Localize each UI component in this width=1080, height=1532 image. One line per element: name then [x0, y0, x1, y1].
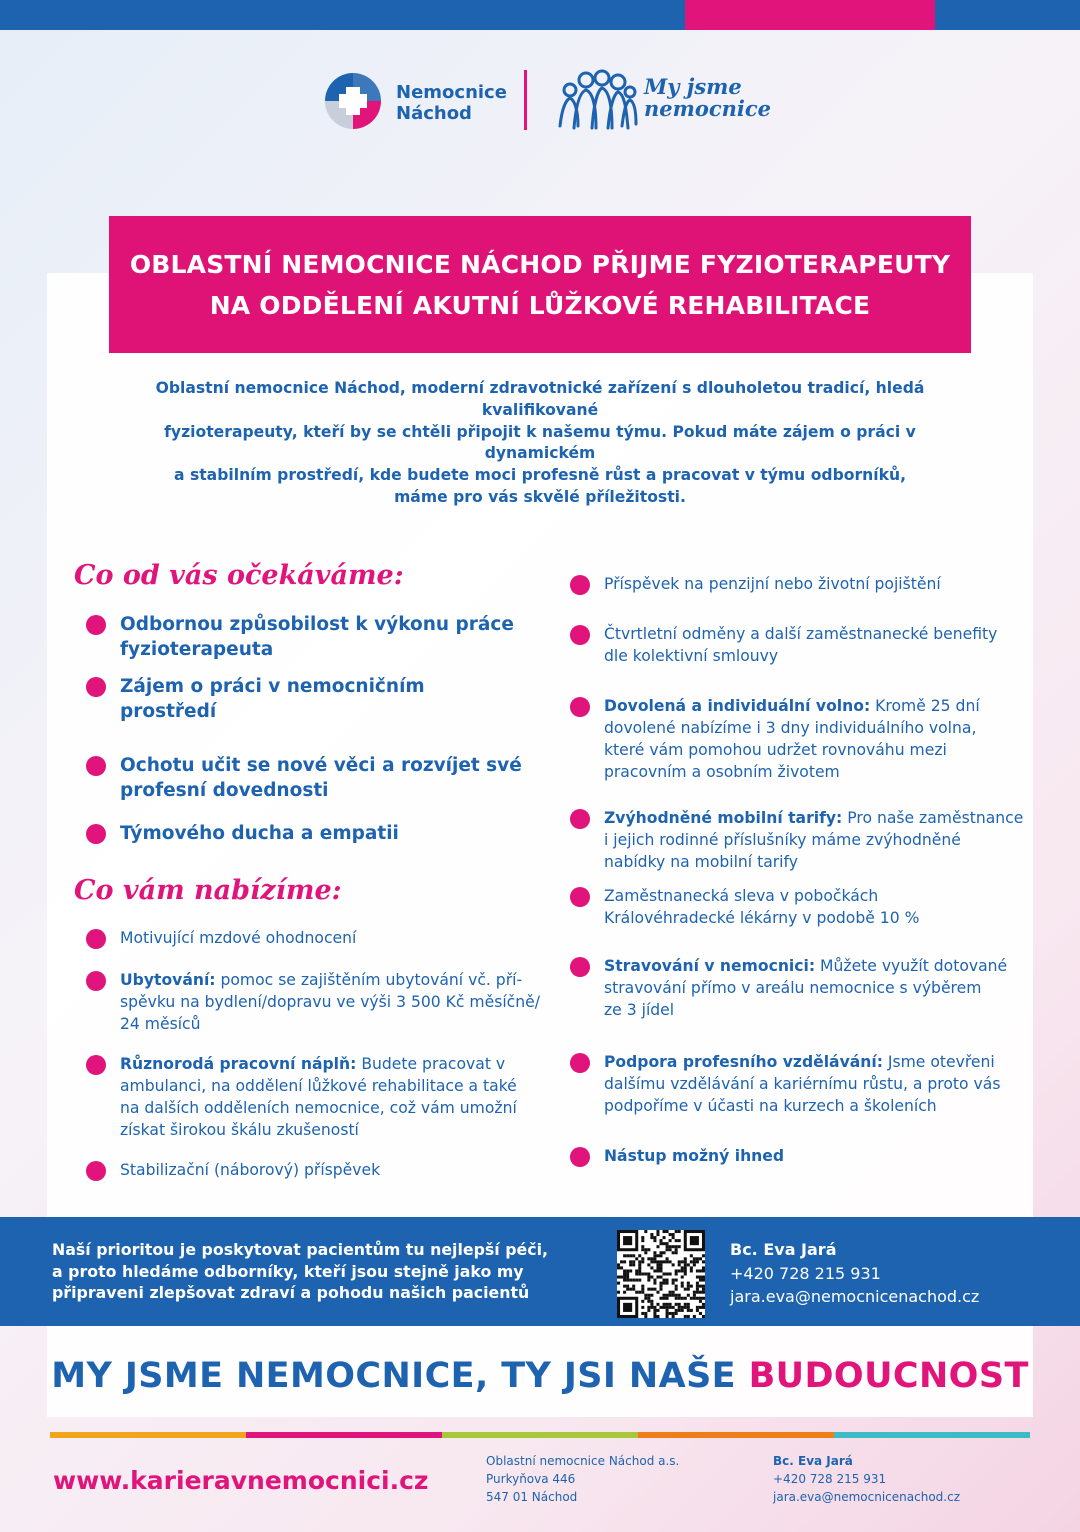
bullet-icon — [570, 957, 590, 977]
list-item — [86, 927, 556, 949]
footer-address — [486, 1452, 679, 1506]
bullet-icon — [86, 971, 106, 991]
list-item-bold: Zvýhodněné mobilní tarify: — [604, 809, 843, 827]
bullet-icon — [86, 929, 106, 949]
bullet-icon — [570, 1147, 590, 1167]
list-item — [570, 955, 1030, 1021]
list-item — [570, 623, 1030, 667]
list-item-line: Příspěvek na penzijní nebo životní pojištění — [604, 575, 941, 593]
intro-line: a stabilním prostředí, kde budete moci profesně růst a pracovat v týmu odborníků, — [174, 466, 906, 485]
rule-segment — [442, 1432, 638, 1438]
list-item-line: 24 měsíců — [120, 1015, 201, 1033]
list-item-line: Týmového ducha a empatii — [120, 823, 399, 844]
contact-phone[interactable]: +420 728 215 931 — [730, 1264, 881, 1283]
page-title — [120, 244, 960, 326]
list-item — [86, 1159, 556, 1181]
bullet-icon — [570, 575, 590, 595]
list-item — [570, 695, 1030, 783]
list-item — [570, 885, 1030, 929]
list-item-line: Zaměstnanecká sleva v pobočkách — [604, 887, 879, 905]
list-item-bold: Nástup možný ihned — [604, 1147, 785, 1165]
expectations-heading: Co od vás očekáváme: — [74, 560, 404, 591]
list-item — [86, 969, 556, 1035]
list-item-text — [120, 969, 540, 1035]
hospital-name-line1: Nemocnice — [396, 82, 507, 103]
logo-divider — [524, 70, 527, 130]
qr-code[interactable] — [617, 1230, 705, 1318]
list-item-text — [120, 927, 356, 949]
list-item-text — [604, 1145, 784, 1167]
list-item-line: dalšímu vzdělávání a kariérnímu růstu, a proto vás — [604, 1075, 1001, 1093]
list-item-line: Zájem o práci v nemocničním prostředí — [120, 676, 425, 722]
list-item-line: Motivující mzdové ohodnocení — [120, 929, 357, 947]
list-item-line: Budete pracovat v — [356, 1055, 506, 1073]
rule-segment — [246, 1432, 442, 1438]
list-item-line: na dalších odděleních nemocnice, což vám umožní — [120, 1099, 517, 1117]
list-item-line: stravování přímo v areálu nemocnice s výběrem — [604, 979, 982, 997]
list-item-text — [120, 1053, 517, 1141]
qr-code-icon — [617, 1230, 705, 1318]
list-item-line: profesní dovednosti — [120, 780, 329, 801]
list-item-line: nabídky na mobilní tarify — [604, 853, 798, 871]
bullet-icon — [570, 1053, 590, 1073]
bullet-icon — [86, 615, 106, 635]
list-item-bold: Různorodá pracovní náplň: — [120, 1055, 357, 1073]
website-link[interactable]: www.karieravnemocnici.cz — [53, 1466, 429, 1495]
offers-list-left — [86, 927, 556, 1181]
list-item — [570, 807, 1030, 873]
list-item — [570, 1145, 1030, 1167]
list-item-text — [120, 612, 514, 662]
list-item-line: dovolené nabízíme i 3 dny individuálního volna, — [604, 719, 977, 737]
slogan-main: MY JSME NEMOCNICE, TY JSI NAŠE — [51, 1356, 749, 1396]
band-message-line: a proto hledáme odborníky, kteří jsou stejně jako my — [52, 1261, 524, 1281]
intro-line: Oblastní nemocnice Náchod, moderní zdravotnické zařízení s dlouholetou tradicí, hledá kvalifikované — [155, 379, 925, 419]
list-item-line: pracovním a osobním životem — [604, 763, 840, 781]
footer-contact — [773, 1452, 960, 1506]
list-item-text — [120, 753, 522, 803]
intro-line: máme pro vás skvělé příležitosti. — [394, 487, 686, 506]
list-item-text — [604, 955, 1007, 1021]
hospital-cross-icon — [322, 70, 384, 132]
rule-segment — [834, 1432, 1030, 1438]
list-item — [570, 1051, 1030, 1117]
list-item-line: spěvku na bydlení/dopravu ve výši 3 500 Kč měsíčně/ — [120, 993, 540, 1011]
list-item-line: Čtvrtletní odměny a další zaměstnanecké benefity — [604, 625, 998, 643]
list-item-line: získat širokou škálu zkušeností — [120, 1121, 359, 1139]
bullet-icon — [86, 1055, 106, 1075]
hospital-name-line2: Náchod — [396, 103, 472, 124]
bullet-icon — [570, 887, 590, 907]
contact-email[interactable]: jara.eva@nemocnicenachod.cz — [730, 1287, 980, 1306]
band-message-line: Naší prioritou je poskytovat pacientům tu nejlepší péči, — [52, 1240, 549, 1259]
list-item-text — [120, 674, 526, 724]
footer-contact-name: Bc. Eva Jará — [773, 1454, 853, 1468]
list-item-line: pomoc se zajištěním ubytování vč. pří- — [215, 971, 523, 989]
list-item-line: dle kolektivní smlouvy — [604, 647, 779, 665]
list-item-line: které vám pomohou udržet rovnováhu mezi — [604, 741, 947, 759]
color-rule — [50, 1432, 1030, 1438]
list-item-line: Stabilizační (náborový) příspěvek — [120, 1161, 381, 1179]
bullet-icon — [570, 697, 590, 717]
list-item-text — [120, 821, 399, 846]
title-banner — [109, 216, 971, 353]
top-bar-accent — [685, 0, 935, 30]
list-item — [86, 674, 526, 724]
bullet-icon — [86, 756, 106, 776]
footer-org-name: Oblastní nemocnice Náchod a.s. — [486, 1454, 680, 1468]
bullet-icon — [86, 677, 106, 697]
list-item-bold: Dovolená a individuální volno: — [604, 697, 871, 715]
offers-list-right — [570, 573, 1030, 1167]
list-item — [570, 573, 1030, 595]
campaign-name — [644, 76, 771, 120]
list-item-line: podpoříme v účasti na kurzech a školeních — [604, 1097, 937, 1115]
rule-segment — [50, 1432, 246, 1438]
campaign-line1: My jsme — [644, 74, 742, 99]
list-item-text — [604, 573, 941, 595]
list-item — [86, 753, 526, 803]
list-item-line: Pro naše zaměstnance — [842, 809, 1024, 827]
list-item-text — [120, 1159, 380, 1181]
list-item-line: fyzioterapeuta — [120, 639, 274, 660]
bullet-icon — [86, 1161, 106, 1181]
footer-contact-phone[interactable]: +420 728 215 931 — [773, 1472, 887, 1486]
bullet-icon — [570, 625, 590, 645]
intro-line: fyzioterapeuty, kteří by se chtěli připojit k našemu týmu. Pokud máte zájem o práci v dynamickém — [164, 422, 916, 463]
list-item — [86, 821, 526, 846]
list-item-line: i jejich rodinné příslušníky máme zvýhodněné — [604, 831, 961, 849]
list-item-text — [604, 623, 997, 667]
list-item — [86, 1053, 556, 1141]
bullet-icon — [570, 809, 590, 829]
list-item-text — [604, 807, 1023, 873]
expectations-list — [86, 612, 526, 846]
campaign-logo — [556, 68, 772, 134]
list-item-line: Královéhradecké lékárny v podobě 10 % — [604, 909, 920, 927]
slogan-highlight: BUDOUCNOST — [748, 1356, 1029, 1396]
hospital-logo — [322, 70, 507, 132]
list-item-text — [604, 695, 980, 783]
bullet-icon — [86, 824, 106, 844]
page-title-line1: OBLASTNÍ NEMOCNICE NÁCHOD PŘIJME FYZIOTERAPEUTY — [129, 249, 951, 279]
band-message-line: připraveni zlepšovat zdraví a pohodu našich pacientů — [52, 1283, 530, 1303]
contact-name: Bc. Eva Jará — [730, 1240, 837, 1259]
people-group-icon — [556, 68, 640, 134]
list-item-text — [604, 885, 919, 929]
list-item-line: ambulanci, na oddělení lůžkové rehabilitace a také — [120, 1077, 517, 1095]
list-item-bold: Ubytování: — [120, 971, 216, 989]
list-item-bold: Stravování v nemocnici: — [604, 957, 816, 975]
list-item-line: ze 3 jídel — [604, 1001, 675, 1019]
intro-paragraph — [110, 378, 970, 509]
rule-segment — [638, 1432, 834, 1438]
list-item-line: Můžete využít dotované — [815, 957, 1008, 975]
hospital-name — [396, 82, 507, 124]
offers-heading: Co vám nabízíme: — [74, 875, 342, 906]
campaign-line2: nemocnice — [644, 96, 772, 121]
footer-contact-email[interactable]: jara.eva@nemocnicenachod.cz — [773, 1490, 960, 1504]
list-item — [86, 612, 526, 662]
list-item-text — [604, 1051, 1000, 1117]
list-item-line: Kromě 25 dní — [870, 697, 980, 715]
band-message — [52, 1239, 572, 1304]
footer-org-street: Purkyňova 446 — [486, 1472, 576, 1486]
list-item-bold: Podpora profesního vzdělávání: — [604, 1053, 883, 1071]
list-item-line: Jsme otevřeni — [882, 1053, 995, 1071]
page-title-line2: NA ODDĚLENÍ AKUTNÍ LŮŽKOVÉ REHABILITACE — [209, 290, 871, 320]
list-item-line: Odbornou způsobilost k výkonu práce — [120, 614, 514, 635]
list-item-line: Ochotu učit se nové věci a rozvíjet své — [120, 755, 522, 776]
slogan — [47, 1356, 1033, 1396]
footer-org-city: 547 01 Náchod — [486, 1490, 578, 1504]
